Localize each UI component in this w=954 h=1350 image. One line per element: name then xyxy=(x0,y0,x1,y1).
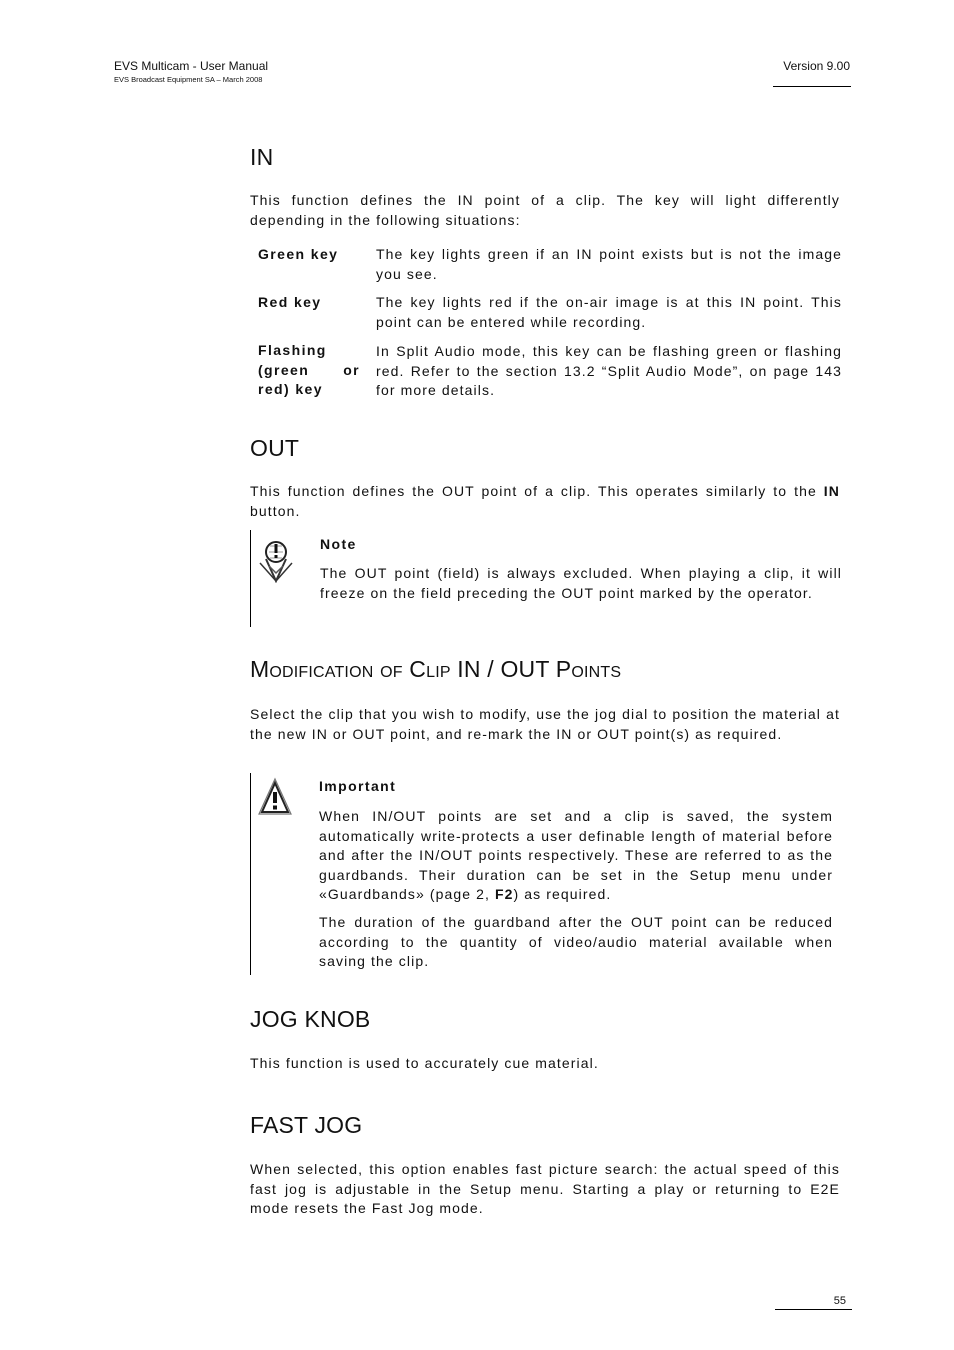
important-text-1-after: ) as required. xyxy=(513,886,612,903)
out-text-bold: IN xyxy=(823,483,840,499)
def-flashing-key: In Split Audio mode, this key can be flashing green or flashing red. Refer to the section 13.2 “Split Audio Mode”, on page 143 for more details. xyxy=(376,343,842,399)
note-icon xyxy=(256,537,296,583)
page-number: 55 xyxy=(833,1295,846,1307)
important-text-1 xyxy=(319,807,833,905)
important-title: Important xyxy=(319,778,397,794)
version-label: Version 9.00 xyxy=(783,59,850,73)
out-heading: OUT xyxy=(250,435,300,461)
def-green-key: The key lights green if an IN point exists but is not the image you see. xyxy=(376,246,842,282)
term-green-key: Green key xyxy=(258,246,339,262)
important-text-1-bold: F2 xyxy=(494,886,514,903)
def-red-key: The key lights red if the on-air image is at this IN point. This point can be entered while recording. xyxy=(376,294,842,330)
jog-knob-text: This function is used to accurately cue material. xyxy=(250,1055,599,1071)
important-text-1-before: When IN/OUT points are set and a clip is saved, the system automatically write-protects a user definable length of material before and after the IN/OUT points respectively. These are referred to as the guardbands. Their duration can be set in the Setup menu under «Guardbands» (page 2, xyxy=(319,808,833,903)
in-intro: This function defines the IN point of a clip. The key will light differently depending in the following situations: xyxy=(250,192,840,228)
out-text-after: button. xyxy=(250,502,301,519)
jog-knob-heading: JOG KNOB xyxy=(250,1006,371,1032)
in-heading: IN xyxy=(250,144,274,170)
fast-jog-heading: FAST JOG xyxy=(250,1112,363,1138)
warning-icon xyxy=(256,776,294,818)
important-bar xyxy=(250,773,251,975)
term-flashing-key: Flashing (green or red) key xyxy=(258,342,360,398)
manual-subtitle: EVS Broadcast Equipment SA – March 2008 xyxy=(114,75,263,84)
modification-heading: Modification of Clip IN / OUT Points xyxy=(250,656,622,682)
manual-title: EVS Multicam - User Manual xyxy=(114,59,269,73)
footer-rule xyxy=(775,1309,852,1310)
modification-text: Select the clip that you wish to modify, use the jog dial to position the material at the new IN or OUT point, and re-mark the IN or OUT point(s) as required. xyxy=(250,706,840,742)
note-title: Note xyxy=(320,536,357,552)
important-text-2: The duration of the guardband after the OUT point can be reduced according to the quantity of video/audio material available when saving the clip. xyxy=(319,914,833,970)
note-bar xyxy=(250,530,251,627)
header-rule xyxy=(773,86,851,87)
term-red-key: Red key xyxy=(258,294,322,310)
fast-jog-text: When selected, this option enables fast picture search: the actual speed of this fast jog is adjustable in the Setup menu. Starting a play or returning to E2E mode resets the Fast Jog mode. xyxy=(250,1161,840,1217)
note-text: The OUT point (field) is always excluded. When playing a clip, it will freeze on the field preceding the OUT point marked by the operator. xyxy=(320,565,842,601)
out-text xyxy=(250,482,840,521)
out-text-before: This function defines the OUT point of a clip. This operates similarly to the xyxy=(250,483,824,499)
